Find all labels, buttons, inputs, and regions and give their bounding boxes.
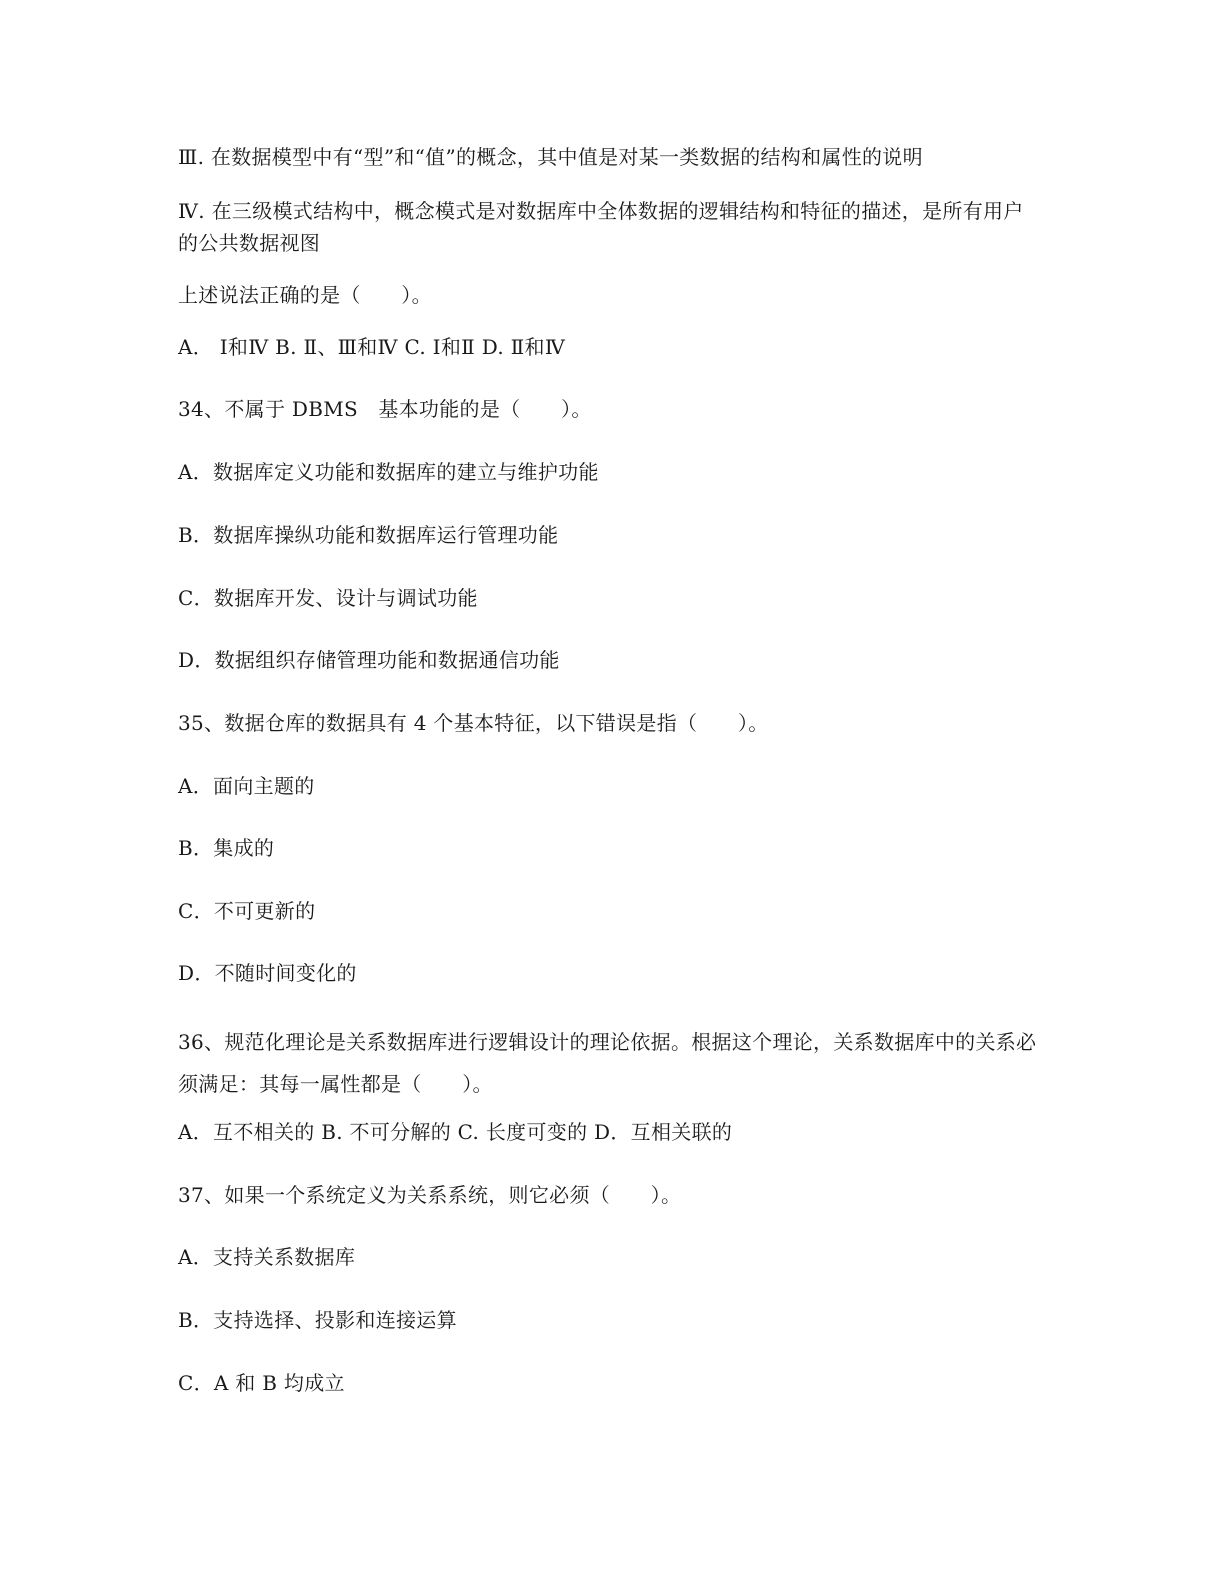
question-34-option-b: B．数据库操纵功能和数据库运行管理功能 (178, 523, 559, 547)
question-37-option-b: B．支持选择、投影和连接运算 (178, 1308, 457, 1332)
question-35-option-d: D．不随时间变化的 (178, 961, 357, 985)
question-35: 35、数据仓库的数据具有 4 个基本特征，以下错误是指（ ）。 (178, 711, 769, 735)
question-33-prompt: 上述说法正确的是（ ）。 (178, 283, 432, 307)
question-34: 34、不属于 DBMS 基本功能的是（ ）。 (178, 397, 592, 421)
statement-iii: Ⅲ. 在数据模型中有“型”和“值”的概念，其中值是对某一类数据的结构和属性的说明 (178, 145, 923, 169)
question-37-option-c: C．A 和 B 均成立 (178, 1371, 345, 1395)
question-36: 36、规范化理论是关系数据库进行逻辑设计的理论依据。根据这个理论，关系数据库中的关系必须满足：其每一属性都是（ ）。 (178, 1030, 1037, 1096)
question-35-option-b: B．集成的 (178, 836, 275, 860)
question-33-options: A． Ⅰ和Ⅳ B. Ⅱ、Ⅲ和Ⅳ C. Ⅰ和Ⅱ D. Ⅱ和Ⅳ (178, 335, 566, 359)
question-35-option-c: C．不可更新的 (178, 899, 316, 923)
question-34-option-d: D．数据组织存储管理功能和数据通信功能 (178, 648, 560, 672)
question-34-option-c: C．数据库开发、设计与调试功能 (178, 586, 478, 610)
statement-iv: Ⅳ. 在三级模式结构中，概念模式是对数据库中全体数据的逻辑结构和特征的描述，是所有用户的公共数据视图 (178, 199, 1024, 255)
question-34-option-a: A．数据库定义功能和数据库的建立与维护功能 (178, 460, 599, 484)
question-37: 37、如果一个系统定义为关系系统，则它必须（ ）。 (178, 1183, 682, 1207)
question-35-option-a: A．面向主题的 (178, 774, 315, 798)
question-37-option-a: A．支持关系数据库 (178, 1245, 356, 1269)
question-36-options: A．互不相关的 B. 不可分解的 C. 长度可变的 D．互相关联的 (178, 1120, 733, 1144)
